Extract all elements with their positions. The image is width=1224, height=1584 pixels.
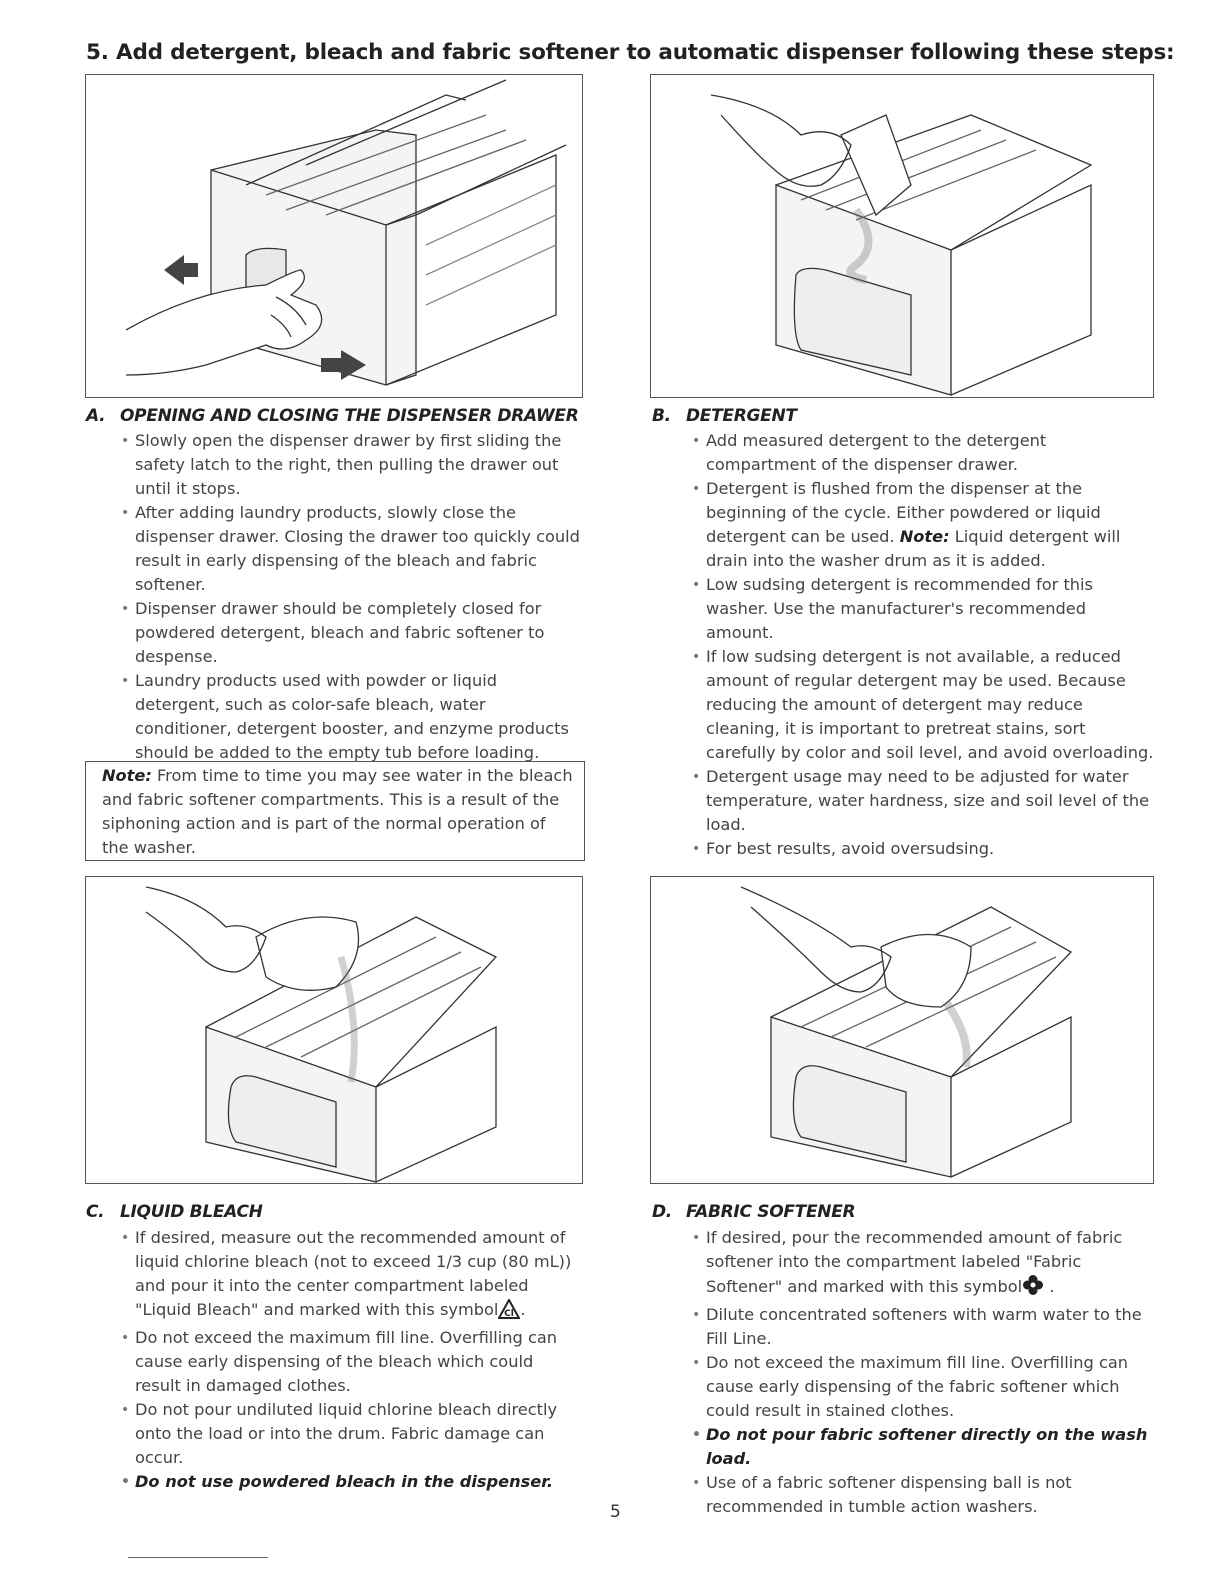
figure-drawer-opening: [85, 74, 583, 398]
section-d-title: [652, 1202, 855, 1222]
list-item: • Do not pour undiluted liquid chlorine bleach directly onto the load or into the drum. Fabric damage can occur.: [121, 1398, 583, 1470]
page-number: 5: [610, 1502, 621, 1522]
page-heading: 5. Add detergent, bleach and fabric softener to automatic dispenser following these steps:: [86, 40, 1175, 65]
bullet-text: Liquid detergent will drain into the washer drum as it is added.: [706, 527, 1121, 570]
figure-detergent: [650, 74, 1154, 398]
list-item: • For best results, avoid oversudsing.: [692, 837, 1154, 861]
bullet-text-end: .: [520, 1300, 526, 1319]
drawer-opening-illustration: [86, 75, 582, 397]
section-a-title-text: OPENING AND CLOSING THE DISPENSER DRAWER: [120, 406, 579, 426]
list-item: • Dispenser drawer should be completely closed for powdered detergent, bleach and fabric softener to despense.: [121, 597, 583, 669]
section-a-list: [121, 429, 583, 765]
section-b-title-text: DETERGENT: [686, 406, 797, 426]
figure-softener: [650, 876, 1154, 1184]
section-b-list: [692, 429, 1154, 861]
section-b-title: [652, 406, 797, 426]
section-a-title: [86, 406, 579, 426]
list-item: • Dilute concentrated softeners with warm water to the Fill Line.: [692, 1303, 1154, 1351]
bleach-pouring-illustration: [86, 877, 582, 1183]
bullet-text: If desired, pour the recommended amount of fabric softener into the compartment labeled "Fabric Softener" and marked with this symbol: [706, 1228, 1123, 1296]
detergent-pouring-illustration: [651, 75, 1153, 397]
list-item: • Use of a fabric softener dispensing ball is not recommended in tumble action washers.: [692, 1471, 1154, 1519]
section-a-letter: A.: [86, 406, 106, 426]
list-item: • Detergent usage may need to be adjusted for water temperature, water hardness, size and soil level of the load.: [692, 765, 1154, 837]
figure-bleach: [85, 876, 583, 1184]
note-text: From time to time you may see water in the bleach and fabric softener compartments. This is a result of the siphoning action and is part of the normal operation of the washer.: [102, 766, 573, 857]
section-d-letter: D.: [652, 1202, 672, 1222]
list-item: • Add measured detergent to the detergent compartment of the dispenser drawer.: [692, 429, 1154, 477]
section-c-letter: C.: [86, 1202, 105, 1222]
section-c-title-text: LIQUID BLEACH: [120, 1202, 263, 1222]
list-item: • Do not exceed the maximum fill line. Overfilling can cause early dispensing of the fabric softener which could result in stained clothes.: [692, 1351, 1154, 1423]
note-box: [85, 761, 585, 861]
list-item-emphasis: • Do not use powdered bleach in the dispenser.: [121, 1470, 583, 1494]
list-item: • Laundry products used with powder or liquid detergent, such as color-safe bleach, water conditioner, detergent booster, and enzyme products should be added to the empty tub before loading.: [121, 669, 583, 765]
bleach-symbol-text: Cl: [504, 1309, 515, 1319]
list-item: [692, 1226, 1154, 1303]
list-item: • After adding laundry products, slowly close the dispenser drawer. Closing the drawer too quickly could result in early dispensing of the bleach and fabric softener.: [121, 501, 583, 597]
list-item: • Do not exceed the maximum fill line. Overfilling can cause early dispensing of the bleach which could result in damaged clothes.: [121, 1326, 583, 1398]
section-c-list: [121, 1226, 583, 1494]
list-item: • If low sudsing detergent is not available, a reduced amount of regular detergent may be used. Because reducing the amount of detergent may reduce cleaning, it is important to pretreat stains, sort carefully by color and soil level, and avoid overloading.: [692, 645, 1154, 765]
section-c-title: [86, 1202, 263, 1222]
list-item-emphasis: • Do not pour fabric softener directly on the wash load.: [692, 1423, 1154, 1471]
bullet-text: Detergent is flushed from the dispenser at the beginning of the cycle. Either powdered or liquid detergent can be used.: [706, 479, 1101, 546]
section-b-letter: B.: [652, 406, 671, 426]
note-label: Note:: [102, 766, 152, 785]
list-item: • Slowly open the dispenser drawer by first sliding the safety latch to the right, then pulling the drawer out until it stops.: [121, 429, 583, 501]
section-d-title-text: FABRIC SOFTENER: [686, 1202, 856, 1222]
flower-icon: [1022, 1274, 1044, 1303]
bleach-triangle-icon: [498, 1299, 520, 1326]
softener-pouring-illustration: [651, 877, 1153, 1183]
footer-rule: [128, 1557, 268, 1558]
note-label: Note:: [899, 527, 950, 546]
bullet-text: If desired, measure out the recommended amount of liquid chlorine bleach (not to exceed 1/3 cup (80 mL)) and pour it into the center compartment labeled "Liquid Bleach" and marked with this symbol: [135, 1228, 572, 1319]
bullet-text-end: .: [1049, 1277, 1055, 1296]
list-item: [121, 1226, 583, 1326]
list-item: • Low sudsing detergent is recommended for this washer. Use the manufacturer's recommended amount.: [692, 573, 1154, 645]
section-d-list: [692, 1226, 1154, 1519]
list-item: [692, 477, 1154, 573]
